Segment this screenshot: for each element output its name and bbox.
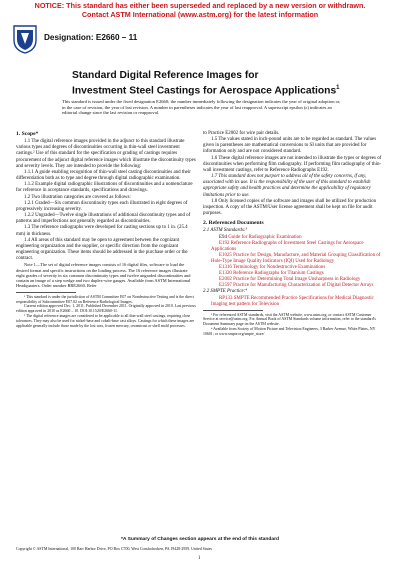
section-1-5: 1.5 The values stated in inch-pound units are to be regarded as standard. The values given in parentheses are mathematical conversions to SI units that are provided for information only and are not considered standard. [203, 137, 377, 155]
document-title [72, 70, 372, 97]
title-footnote-mark: 1 [336, 85, 340, 91]
smpte-reference-title[interactable]: SMPTE Recommended Practice Specifications for Medical Diagnostic Imaging test pattern for Television [211, 295, 374, 307]
astm-standards-heading: 2.1 ASTM Standards:³ [203, 228, 247, 234]
section-1-2-2: 1.2.2 Ungraded—Twelve single illustrations of additional discontinuity types and of patterns and imperfections not generally regarded as discontinuities. [16, 213, 191, 225]
notice-line-1: NOTICE: This standard has either been superseded and replaced by a new version or withdrawn. [34, 1, 366, 10]
section-1-6: 1.6 These digital reference images are not intended to illustrate the types or degrees of discontinuities when performing film radiography. If performing film radiography of thin-wall investment castings, refer to Reference Radiographs E192. [203, 155, 382, 173]
section-1-3: 1.3 The reference radiographs were developed for casting sections up to 1 in. (25.4 mm) in thickness. [16, 225, 188, 237]
title-line-2-text: Investment Steel Castings for Aerospace Applications [72, 85, 337, 97]
section-1-4: 1.4 All areas of this standard may be open to agreement between the cognizant engineering organization and the supplier, or specific direction from the cognizant engineering organization. These items should be addressed in the purchase order or the contract. [16, 237, 188, 262]
reference-title[interactable]: Practice for Design, Manufacture, and Material Grouping Classification of Hole-Type Image Quality Indicators (IQI) Used for Radiology [211, 252, 381, 264]
title-line-2 [72, 82, 372, 97]
section-1-1-1: 1.1.1 A guide enabling recognition of thin-wall steel casting discontinuities and their differentiation both as to type and degree through digital radiographic examination. [16, 169, 191, 182]
smpte-reference[interactable] [203, 296, 383, 308]
footnote-divider [16, 292, 76, 293]
footnote-3: ³ For referenced ASTM standards, visit the ASTM website, www.astm.org, or contact ASTM Customer Service at service@astm.org. For Annual Book of ASTM Standards volume information, refer to the standard's Document Summary page on the ASTM website. [203, 312, 376, 327]
footnote-divider-right [203, 310, 263, 311]
reference-title[interactable]: Terminology for Nondestructive Examinations [233, 264, 326, 270]
supersede-notice [0, 1, 400, 19]
reference-item[interactable] [203, 241, 383, 253]
section-1-1: 1.1 The digital reference images provided in the adjunct to this standard illustrate various types and degrees of discontinuities occurring in thin-wall steel investment castings.² Use of this standard for the specification or grading of castings requires procurement of the adjunct digital reference images which illustrate the discontinuity types and severity levels. They are intended to provide the following: [16, 139, 196, 169]
reference-item[interactable] [203, 253, 383, 265]
reference-code[interactable]: E2597 [219, 283, 232, 289]
footnote-2: ² The digital reference images are considered to be applicable to all thin-wall steel castings, requiring close tolerances. They may also be used for nickel-base and cobalt-base cast alloys. Castings for which these images are applicable generally include those made by the lost wax, frozen mercury, ceramicast or shell mold processes. [16, 313, 195, 328]
smpte-reference-code[interactable]: RP133 [219, 295, 233, 301]
summary-of-changes-notice: *A Summary of Changes section appears at the end of this standard [121, 537, 279, 542]
section-1-2-1: 1.2.1 Graded—Six common discontinuity types each illustrated in eight degrees of progressively increasing severity. [16, 200, 188, 212]
reference-title[interactable]: Guide for Radiographic Examination [228, 234, 302, 240]
footnote-1-edition: Current edition approved Dec. 1, 2011. Published December 2011. Originally approved in 2010. Last previous edition approved in 2010 as E2660 – 10. DOI:10.1520/E2660-11. [16, 304, 196, 314]
reference-code[interactable]: E94 [219, 234, 227, 240]
scope-heading: 1. Scope* [16, 131, 39, 137]
footnote-4: ⁴ Available from Society of Motion Picture and Television Engineers, 3 Barker Avenue, White Plains, NY 10601; or www.smpte.org/smpte_store/ [203, 327, 376, 336]
reference-code[interactable]: E1320 [219, 271, 232, 277]
reference-title[interactable]: Reference Radiographs for Titanium Castings [233, 271, 324, 277]
section-1-7: 1.7 This standard does not purport to address all of the safety concerns, if any, associated with its use. It is the responsibility of the user of this standard to establish appropriate safety and health practices and determine the applicability of regulatory limitations prior to use. [203, 174, 371, 198]
left-column [16, 131, 196, 328]
note-1: Note 1—The set of digital reference images consists of 16 digital files, software to load the desired format and specific instructions on the loading process. The 16 reference images illustrate eight grades of severity in six common discontinuity types and twelve ungraded discontinuities and contain an image of a step wedge and two duplex-wire gauges. Available from ASTM International Headquarters. Order number RRE2660. Refer [16, 262, 191, 289]
footnote-1: ¹ This standard is under the jurisdiction of ASTM Committee E07 on Nondestructive Testing and is the direct responsibility of Subcommittee E07.02 on Reference Radiological Images. [16, 294, 194, 304]
reference-title[interactable]: Practice for Determining Total Image Unsharpness in Radiology [233, 277, 361, 283]
reference-code[interactable]: E192 [219, 240, 230, 246]
page-number: 1 [198, 556, 201, 561]
reference-code[interactable]: E1025 [219, 252, 232, 258]
reference-list [203, 235, 383, 290]
section-1-8: 1.8 Only licensed copies of the software and images shall be utilized for production inspection. A copy of the ASTM/User license agreement shall be kept on file for audit purposes. [203, 198, 377, 217]
referenced-documents-heading: 2. Referenced Documents [203, 220, 264, 227]
section-1-2: 1.2 Two illustration categories are covered as follows: [24, 194, 131, 200]
reference-code[interactable]: E2002 [219, 277, 232, 283]
astm-logo-icon [12, 24, 38, 54]
copyright: Copyright © ASTM International, 100 Barr Harbor Drive, PO Box C700, West Conshohocken, PA 19428-2959. United States [16, 547, 212, 551]
section-1-1-2: 1.1.2 Example digital radiographic illustrations of discontinuities and a nomenclature for reference in acceptance standards, specifications and drawings. [16, 182, 193, 194]
reference-title[interactable]: Practice for Manufacturing Characterization of Digital Detector Arrays [233, 283, 374, 289]
right-column [203, 131, 383, 337]
reference-code[interactable]: E1316 [219, 264, 232, 270]
title-line-1: Standard Digital Reference Images for [72, 70, 259, 81]
standard-issue-notice: This standard is issued under the fixed designation E2660; the number immediately following the designation indicates the year of original adoption or, in the case of revision, the year of last revision. A number in parentheses indicates the year of last reapproval. A superscript epsilon (ε) indicates an editorial change since the last revision or reapproval. [62, 99, 341, 116]
reference-title[interactable]: Reference Radiographs of Investment Steel Castings for Aerospace Applications [211, 240, 364, 252]
notice-line-2: Contact ASTM International (www.astm.org) for the latest information [81, 10, 319, 19]
smpte-heading: 2.2 SMPTE Practice:⁴ [203, 289, 248, 295]
note-1-continued: to Practice E2002 for wire pair details. [203, 131, 280, 136]
designation: Designation: E2660 – 11 [44, 33, 138, 42]
